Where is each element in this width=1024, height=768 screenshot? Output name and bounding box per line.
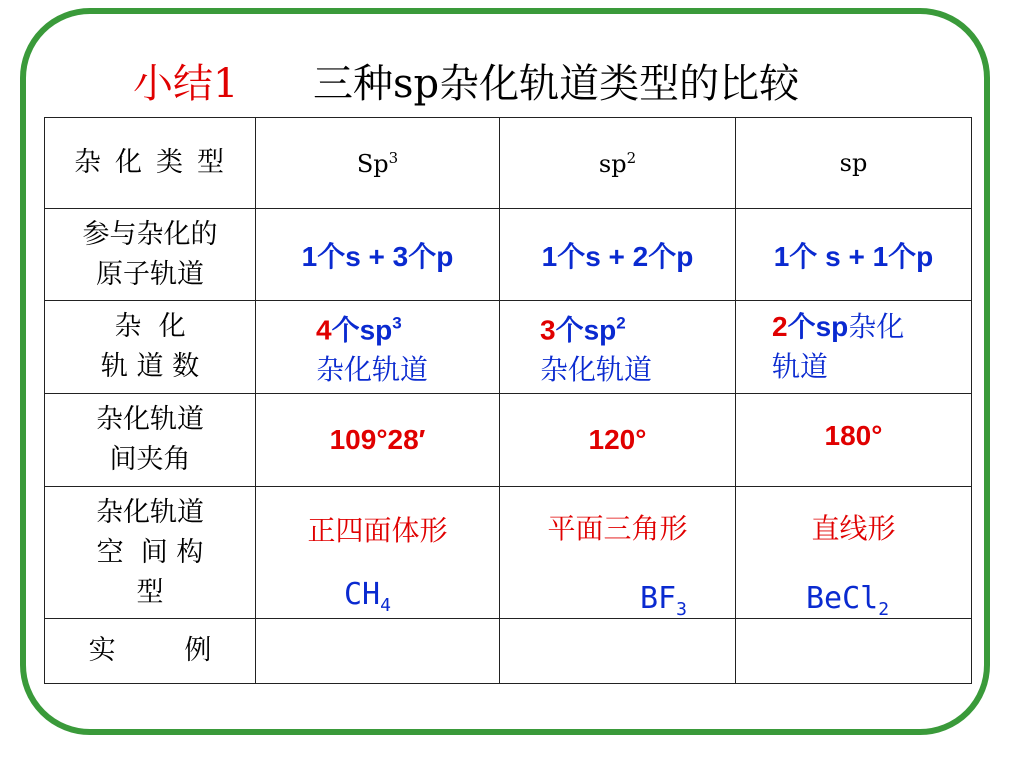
- example-sp2: $BF_3$: [500, 619, 736, 684]
- orbitals-sp2: 1个s + 2个p: [500, 209, 736, 301]
- label-orbitals: 参与杂化的 原子轨道: [45, 209, 256, 301]
- count-sp2: 3个$sp^2$ 杂化轨道: [500, 301, 736, 394]
- comparison-table: [44, 117, 972, 684]
- type-sp: sp: [736, 118, 972, 209]
- title-main: 三种sp杂化轨道类型的比较: [313, 61, 800, 107]
- row-orbitals: [45, 209, 972, 301]
- angle-sp2: 120°: [500, 394, 736, 487]
- geometry-sp3: 正四面体形: [256, 487, 500, 619]
- example-sp3: $CH_4$: [256, 619, 500, 684]
- row-hybrid-type: [45, 118, 972, 209]
- example-sp: BeCl$_2$: [736, 619, 972, 684]
- count-sp: 2个sp杂化 轨道: [736, 301, 972, 394]
- count-sp3: 4个$sp^3$ 杂化轨道: [256, 301, 500, 394]
- angle-sp: 180°: [736, 394, 972, 487]
- label-geometry: 杂化轨道 空 间 构 型: [45, 487, 256, 619]
- row-orbital-count: [45, 301, 972, 394]
- title-prefix: 小结1: [133, 61, 239, 107]
- geometry-sp: 直线形: [736, 487, 972, 619]
- orbitals-sp3: 1个s + 3个p: [256, 209, 500, 301]
- row-angle: [45, 394, 972, 487]
- type-sp2: $sp^2$: [500, 118, 736, 209]
- label-orbital-count: 杂 化 轨 道 数: [45, 301, 256, 394]
- label-hybrid-type: 杂化类型: [45, 118, 256, 209]
- geometry-sp2: 平面三角形: [500, 487, 736, 619]
- orbitals-sp: 1个 s + 1个p: [736, 209, 972, 301]
- label-angle: 杂化轨道 间夹角: [45, 394, 256, 487]
- slide-title: [0, 52, 1024, 112]
- label-example: 实 例: [45, 619, 256, 684]
- row-example: [45, 619, 972, 684]
- type-sp3: Sp$^3$: [256, 118, 500, 209]
- angle-sp3: 109°28′: [256, 394, 500, 487]
